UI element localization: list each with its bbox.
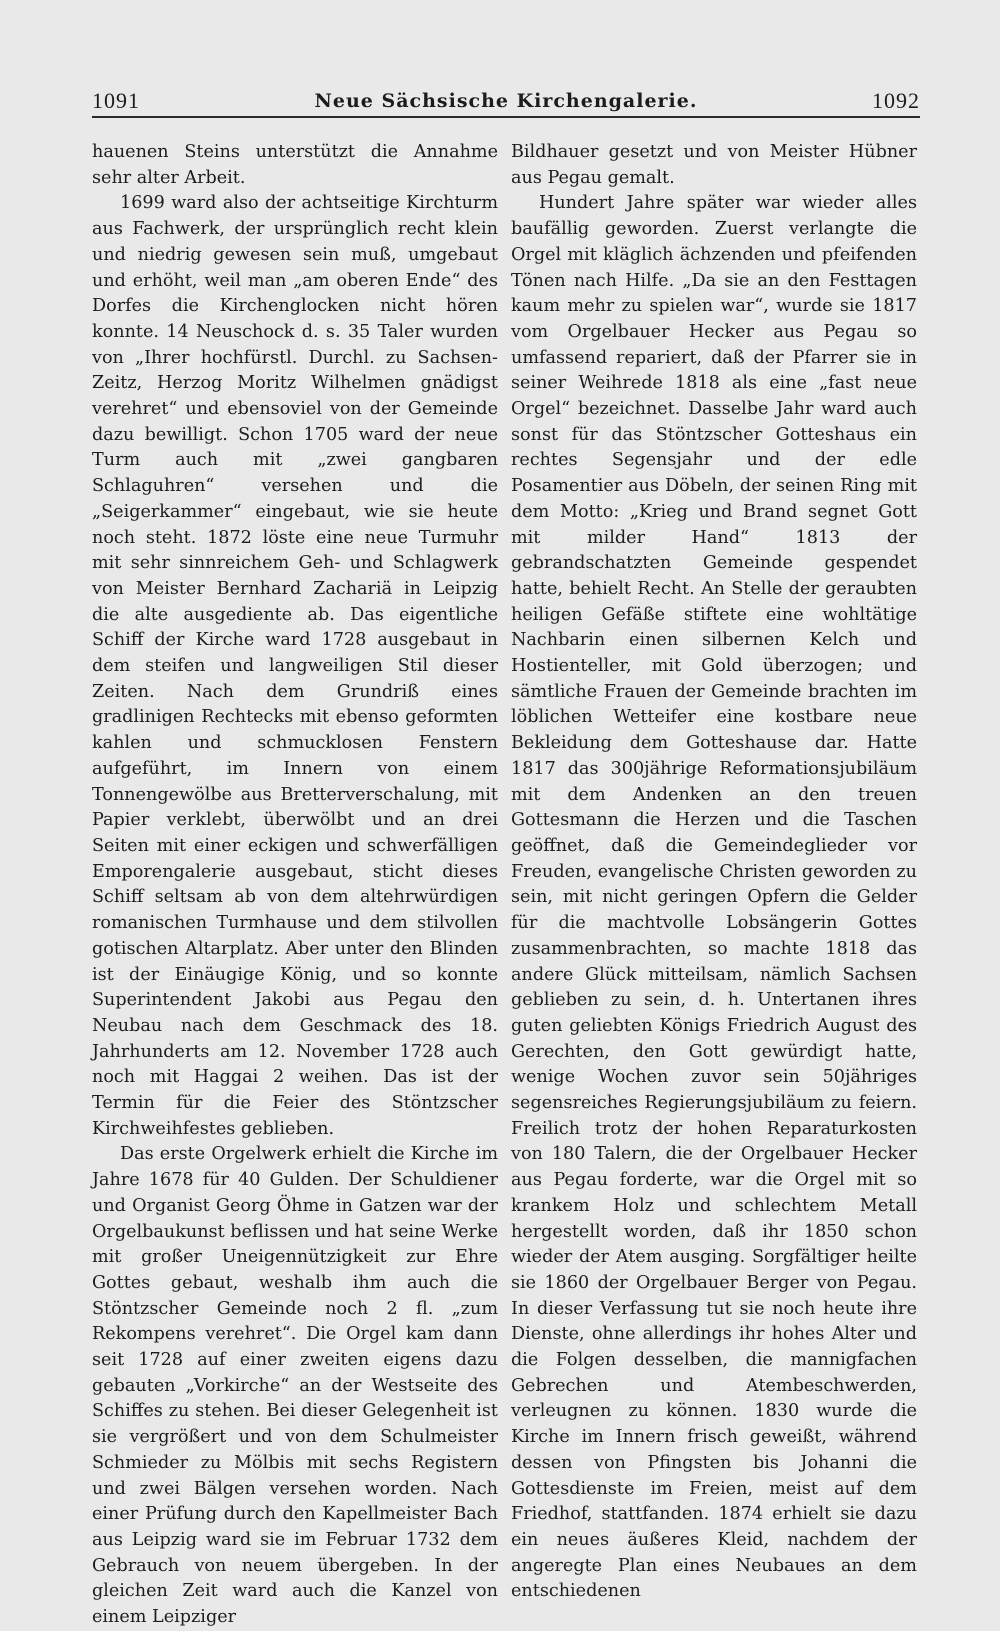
paragraph: hauenen Steins unterstützt die Annahme sehr alter Arbeit.	[92, 142, 498, 188]
paragraph: Hundert Jahre später war wieder alles baufällig geworden. Zuerst verlangte die Orgel mit kläglich ächzenden und pfeifenden Tönen nach Hilfe. „Da sie an den Festtagen kaum mehr zu spielen war“, wurde sie 1817 vom Orgelbauer Hecker aus Pegau so umfassend repariert, daß der Pfarrer sie in seiner Weihrede 1818 als eine „fast neue Orgel“ bezeichnet. Dasselbe Jahr ward auch sonst für das Stöntzscher Gotteshaus ein rechtes Segensjahr und der edle Posamentier aus Döbeln, der seinen Ring mit dem Motto: „Krieg und Brand segnet Gott mit milder Hand“ 1813 der gebrandschatzten Gemeinde gespendet hatte, behielt Recht. An Stelle der geraubten heiligen Gefäße stiftete eine wohltätige Nachbarin einen silbernen Kelch und Hostienteller, mit Gold überzogen; und sämtliche Frauen der Gemeinde brachten im löblichen Wetteifer eine kostbare neue Bekleidung dem Gotteshause dar. Hatte 1817 das 300jährige Reformationsjubiläum mit dem Andenken an den treuen Gottesmann die Herzen und die Taschen geöffnet, daß die Gemeindeglieder vor Freuden, evangelische Christen geworden zu sein, mit nicht geringen Opfern die Gelder für die machtvolle Lobsängerin Gottes zusammenbrachten, so machte 1818 das andere Glück mitteilsam, nämlich Sachsen geblieben zu sein, d. h. Untertanen ihres guten geliebten Königs Friedrich August des Gerechten, den Gott gewürdigt hatte, wenige Wochen zuvor sein 50jähriges segensreiches Regierungsjubiläum zu feiern. Freilich trotz der hohen Reparaturkosten von 180 Talern, die der Orgelbauer Hecker aus Pegau forderte, war die Orgel mit so krankem Holz und schlechtem Metall hergestellt worden, daß ihr 1850 schon wieder der Atem ausging. Sorgfältiger heilte sie 1860 der Orgelbauer Berger von Pegau. In dieser Verfassung tut sie noch heute ihre Dienste, ohne allerdings ihr hohes Alter und die Folgen desselben, die mannigfachen Gebrechen und Atembeschwerden, verleugnen zu können. 1830 wurde die Kirche im Innern frisch geweißt, während dessen von Pfingsten bis Johanni die Gottesdienste im Freien, meist auf dem Friedhof, stattfanden. 1874 erhielt sie dazu ein neues äußeres Kleid, nachdem der angeregte Plan eines Neubaues an dem entschiedenen	[511, 193, 917, 1602]
paragraph: Das erste Orgelwerk erhielt die Kirche im Jahre 1678 für 40 Gulden. Der Schuldiener und Organist Georg Öhme in Gatzen war der Orgelbaukunst beflissen und hat seine Werke mit großer Uneigennützigkeit zur Ehre Gottes gebaut, weshalb ihm auch die Stöntzscher Gemeinde noch 2 fl. „zum Rekompens verehret“. Die Orgel kam dann seit 1728 auf einer zweiten eigens dazu gebauten „Vorkirche“ an der Westseite des Schiffes zu stehen. Bei dieser Gelegenheit ist sie vergrößert und von dem Schulmeister Schmieder zu Mölbis mit sechs Registern und zwei Bälgen versehen worden. Nach einer Prüfung durch den Kapellmeister Bach aus Leipzig ward sie im Februar 1732 dem Gebrauch von neuem übergeben. In der gleichen Zeit ward auch die Kanzel von einem Leipziger	[92, 1144, 498, 1628]
left-column	[92, 140, 498, 1631]
paragraph: 1699 ward also der achtseitige Kirchturm aus Fachwerk, der ursprünglich recht klein und niedrig gewesen sein muß, umgebaut und erhöht, weil man „am oberen Ende“ des Dorfes die Kirchenglocken nicht hören konnte. 14 Neuschock d. s. 35 Taler wurden von „Ihrer hochfürstl. Durchl. zu Sachsen-Zeitz, Herzog Moritz Wilhelmen gnädigst verehret“ und ebensoviel von der Gemeinde dazu bewilligt. Schon 1705 ward der neue Turm auch mit „zwei gangbaren Schlaguhren“ versehen und die „Seigerkammer“ eingebaut, wie sie heute noch steht. 1872 löste eine neue Turmuhr mit sehr sinnreichem Geh- und Schlagwerk von Meister Bernhard Zachariä in Leipzig die alte ausgediente ab. Das eigentliche Schiff der Kirche ward 1728 ausgebaut in dem steifen und langweiligen Stil dieser Zeiten. Nach dem Grundriß eines gradlinigen Rechtecks mit ebenso geformten kahlen und schmucklosen Fenstern aufgeführt, im Innern von einem Tonnengewölbe aus Bretterverschalung, mit Papier verklebt, überwölbt und an drei Seiten mit einer eckigen und schwerfälligen Emporengalerie ausgebaut, sticht dieses Schiff seltsam ab von dem altehrwürdigen romanischen Turmhause und dem stilvollen gotischen Altarplatz. Aber unter den Blinden ist der Einäugige König, und so konnte Superintendent Jakobi aus Pegau den Neubau nach dem Geschmack des 18. Jahrhunderts am 12. November 1728 auch noch mit Haggai 2 weihen. Das ist der Termin für die Feier des Stöntzscher Kirchweihfestes geblieben.	[92, 193, 498, 1139]
running-title: Neue Sächsische Kirchengalerie.	[314, 90, 698, 112]
page-number-left: 1091	[92, 88, 140, 113]
page-number-right: 1092	[872, 88, 920, 113]
right-column	[511, 140, 917, 1605]
paragraph: Bildhauer gesetzt und von Meister Hübner aus Pegau gemalt.	[511, 142, 917, 188]
running-header	[92, 82, 920, 118]
